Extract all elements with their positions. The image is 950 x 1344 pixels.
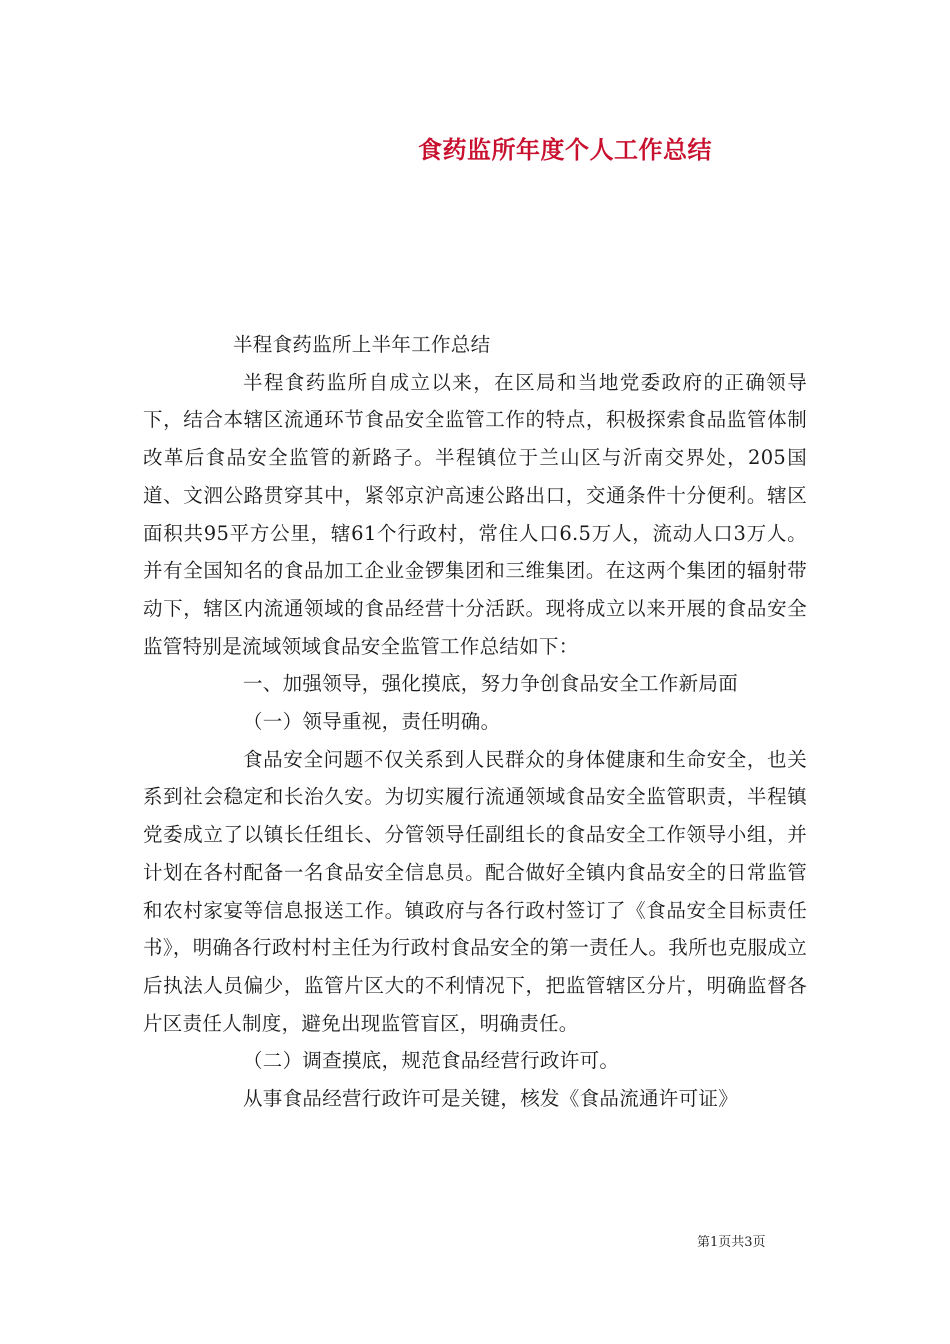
page-number: 第1页共3页	[697, 1235, 766, 1250]
body-paragraph: 半程食药监所自成立以来，在区局和当地党委政府的正确领导下，结合本辖区流通环节食品安全监管工作的特点，积极探索食品监管体制改革后食品安全监管的新路子。半程镇位于兰山区与沂南交界处，205国道、文泗公路贯穿其中，紧邻京沪高速公路出口，交通条件十分便利。辖区面积共95平方公里，辖61个行政村，常住人口6.5万人，流动人口3万人。并有全国知名的食品加工企业金锣集团和三维集团。在这两个集团的辐射带动下，辖区内流通领域的食品经营十分活跃。现将成立以来开展的食品安全监管特别是流域领域食品安全监管工作总结如下：	[143, 370, 807, 658]
document-subtitle: 半程食药监所上半年工作总结	[233, 333, 491, 356]
body-paragraph: 从事食品经营行政许可是关键，核发《食品流通许可证》	[243, 1087, 739, 1111]
document-title: 食药监所年度个人工作总结	[418, 135, 712, 164]
body-paragraph: 食品安全问题不仅关系到人民群众的身体健康和生命安全，也关系到社会稳定和长治久安。为切实履行流通领域食品安全监管职责，半程镇党委成立了以镇长任组长、分管领导任副组长的食品安全工作领导小组，并计划在各村配备一名食品安全信息员。配合做好全镇内食品安全的日常监管和农村家宴等信息报送工作。镇政府与各行政村签订了《食品安全目标责任书》，明确各行政村村主任为行政村食品安全的第一责任人。我所也克服成立后执法人员偏少，监管片区大的不利情况下，把监管辖区分片，明确监督各片区责任人制度，避免出现监管盲区，明确责任。	[143, 747, 807, 1035]
document-body	[143, 326, 807, 1118]
subsection-heading: （二）调查摸底，规范食品经营行政许可。	[243, 1049, 620, 1073]
section-heading: 一、加强领导，强化摸底，努力争创食品安全工作新局面	[243, 672, 739, 696]
subsection-heading: （一）领导重视，责任明确。	[243, 710, 501, 734]
